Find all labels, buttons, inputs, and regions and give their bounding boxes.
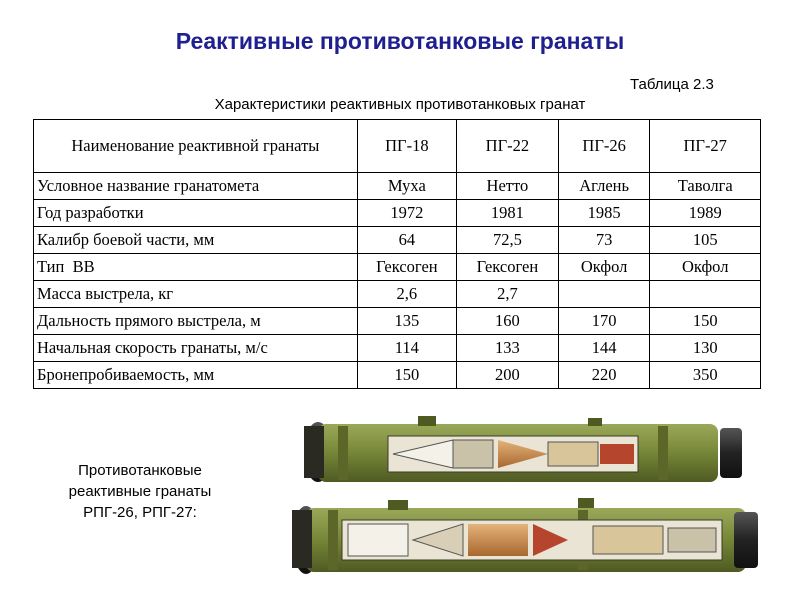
- photo-caption: Противотанковые реактивные гранаты РПГ-26, РПГ-27:: [68, 462, 212, 521]
- table-cell: Гексоген: [357, 254, 456, 281]
- table-cell: 350: [650, 362, 761, 389]
- table-cell: 220: [558, 362, 650, 389]
- table-cell: 72,5: [456, 227, 558, 254]
- table-cell: Муха: [357, 173, 456, 200]
- table-caption: Характеристики реактивных противотанковых гранат: [214, 96, 586, 113]
- row-label: Калибр боевой части, мм: [34, 227, 358, 254]
- table-cell: Окфол: [558, 254, 650, 281]
- specs-table: [33, 119, 761, 389]
- table-cell: Таволга: [650, 173, 761, 200]
- table-header-row: [34, 120, 761, 173]
- table-cell: [650, 281, 761, 308]
- table-cell: Нетто: [456, 173, 558, 200]
- table-cell: 170: [558, 308, 650, 335]
- table-cell: [558, 281, 650, 308]
- header-cell-name: Наименование реактивной гранаты: [34, 120, 358, 173]
- table-cell: 1985: [558, 200, 650, 227]
- table-cell: 130: [650, 335, 761, 362]
- header-cell-pg27: ПГ-27: [650, 120, 761, 173]
- row-label: Бронепробиваемость, мм: [34, 362, 358, 389]
- table-cell: 144: [558, 335, 650, 362]
- table-cell: 64: [357, 227, 456, 254]
- row-label: Дальность прямого выстрела, м: [34, 308, 358, 335]
- table-cell: 1989: [650, 200, 761, 227]
- table-cell: 135: [357, 308, 456, 335]
- row-label: Масса выстрела, кг: [34, 281, 358, 308]
- table-cell: 1972: [357, 200, 456, 227]
- table-cell: 1981: [456, 200, 558, 227]
- table-cell: 114: [357, 335, 456, 362]
- table-cell: Аглень: [558, 173, 650, 200]
- page-title: Реактивные противотанковые гранаты: [175, 28, 625, 54]
- rpg-27-launcher: [292, 498, 758, 574]
- table-number: Таблица 2.3: [630, 76, 714, 93]
- table-row: [34, 362, 761, 389]
- table-cell: 200: [456, 362, 558, 389]
- table-cell: 2,6: [357, 281, 456, 308]
- row-label: Начальная скорость гранаты, м/с: [34, 335, 358, 362]
- rpg-launchers-photo: [278, 400, 768, 595]
- table-cell: 150: [357, 362, 456, 389]
- table-row: [34, 227, 761, 254]
- row-label: Условное название гранатомета: [34, 173, 358, 200]
- table-row: [34, 308, 761, 335]
- table-row: [34, 173, 761, 200]
- table-cell: Окфол: [650, 254, 761, 281]
- table-cell: Гексоген: [456, 254, 558, 281]
- row-label: Год разработки: [34, 200, 358, 227]
- row-label: Тип ВВ: [34, 254, 358, 281]
- rpg-26-launcher: [304, 416, 742, 482]
- table-cell: 105: [650, 227, 761, 254]
- table-cell: 160: [456, 308, 558, 335]
- header-cell-pg22: ПГ-22: [456, 120, 558, 173]
- header-cell-pg26: ПГ-26: [558, 120, 650, 173]
- table-cell: 73: [558, 227, 650, 254]
- table-cell: 133: [456, 335, 558, 362]
- table-cell: 2,7: [456, 281, 558, 308]
- table-row: [34, 281, 761, 308]
- table-row: [34, 335, 761, 362]
- header-cell-pg18: ПГ-18: [357, 120, 456, 173]
- table-row: [34, 254, 761, 281]
- table-row: [34, 200, 761, 227]
- table-cell: 150: [650, 308, 761, 335]
